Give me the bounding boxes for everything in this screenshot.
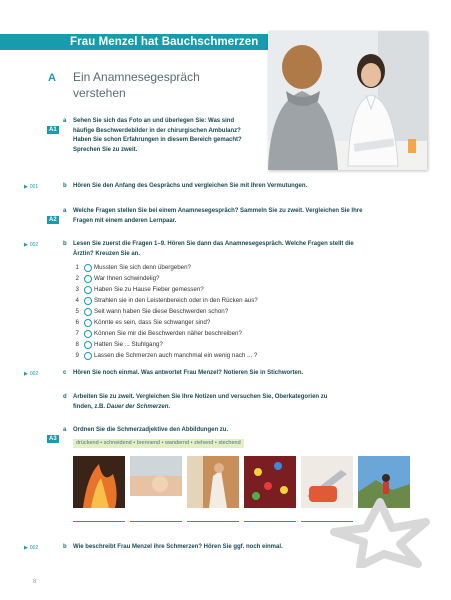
section-title: Ein Anamnesegespräch verstehen xyxy=(73,70,200,100)
answer-checkbox[interactable] xyxy=(84,275,92,283)
audio-track-code[interactable]: ▶ 001 xyxy=(24,184,38,190)
task-a2-text: Welche Fragen stellen Sie bei einem Anamnesegespräch? Sammeln Sie zu zweit. Vergleichen Sie Ihre Fragen mit einem anderen Lernpaar. xyxy=(73,208,363,224)
task-letter: c xyxy=(63,370,67,376)
task-b3-text: Wie beschreibt Frau Menzel ihre Schmerzen? Hören Sie ggf. noch einmal. xyxy=(73,544,283,550)
doctor-patient-photo xyxy=(268,31,427,170)
answer-checkbox[interactable] xyxy=(84,330,92,338)
task-letter: d xyxy=(63,394,67,400)
task-letter: b xyxy=(63,183,67,189)
task-d-text: Arbeiten Sie zu zweit. Vergleichen Sie Ihre Notizen und versuchen Sie, Oberkategorien zu finden, z.B. Dauer der Schmerzen. xyxy=(73,394,328,410)
task-letter: a xyxy=(63,118,67,124)
section-letter: A xyxy=(48,72,56,84)
task-letter: b xyxy=(63,241,67,247)
task-tag-a2: A2 xyxy=(49,217,57,223)
answer-line[interactable] xyxy=(73,521,125,522)
person-image[interactable] xyxy=(187,456,239,508)
answer-checkbox[interactable] xyxy=(84,308,92,316)
pain-adjectives-box: drückend • schneidend • brennend • wandernd • ziehend • stechend xyxy=(73,439,244,448)
answer-checkbox[interactable] xyxy=(84,352,92,360)
task-letter: a xyxy=(63,427,67,433)
answer-line[interactable] xyxy=(187,521,239,522)
task-c-text: Hören Sie noch einmal. Was antwortet Frau Menzel? Notieren Sie in Stichworten. xyxy=(73,370,304,376)
task-b1-text: Hören Sie den Anfang des Gesprächs und vergleichen Sie mit Ihren Vermutungen. xyxy=(73,183,308,189)
decorative-star-shape xyxy=(330,498,430,568)
audio-track-code[interactable]: ▶ 002 xyxy=(24,545,38,551)
audio-track-code[interactable]: ▶ 002 xyxy=(24,371,38,377)
answer-checkbox[interactable] xyxy=(84,319,92,327)
task-tag-a1: A1 xyxy=(49,127,57,133)
answer-checkbox[interactable] xyxy=(84,341,92,349)
task-tag-a3: A3 xyxy=(49,436,57,442)
audio-track-code[interactable]: ▶ 002 xyxy=(24,242,38,248)
needles-image[interactable] xyxy=(244,456,296,508)
hands-image[interactable] xyxy=(130,456,182,508)
task-b2-text: Lesen Sie zuerst die Fragen 1–9. Hören Sie dann das Anamnesegespräch. Welche Fragen stellt die Ärztin? Kreuzen Sie an. xyxy=(73,241,354,257)
page-title: Frau Menzel hat Bauchschmerzen xyxy=(70,36,259,48)
fire-image[interactable] xyxy=(73,456,125,508)
task-a3-text: Ordnen Sie die Schmerzadjektive den Abbildungen zu. xyxy=(73,427,229,433)
answer-line[interactable] xyxy=(244,521,296,522)
answer-checkbox[interactable] xyxy=(84,297,92,305)
answer-line[interactable] xyxy=(130,521,182,522)
answer-checkbox[interactable] xyxy=(84,286,92,294)
answer-checkbox[interactable] xyxy=(84,264,92,272)
task-letter: b xyxy=(63,544,67,550)
task-letter: a xyxy=(63,208,67,214)
page-number: 8 xyxy=(33,579,37,585)
task-a1-text: Sehen Sie sich das Foto an und überlegen Sie: Was sind häufige Beschwerdebilder in der chirurgischen Ambulanz? Haben Sie schon Erfahrungen in diesem Bereich gemacht? Sprechen Sie zu zweit. xyxy=(73,118,242,153)
